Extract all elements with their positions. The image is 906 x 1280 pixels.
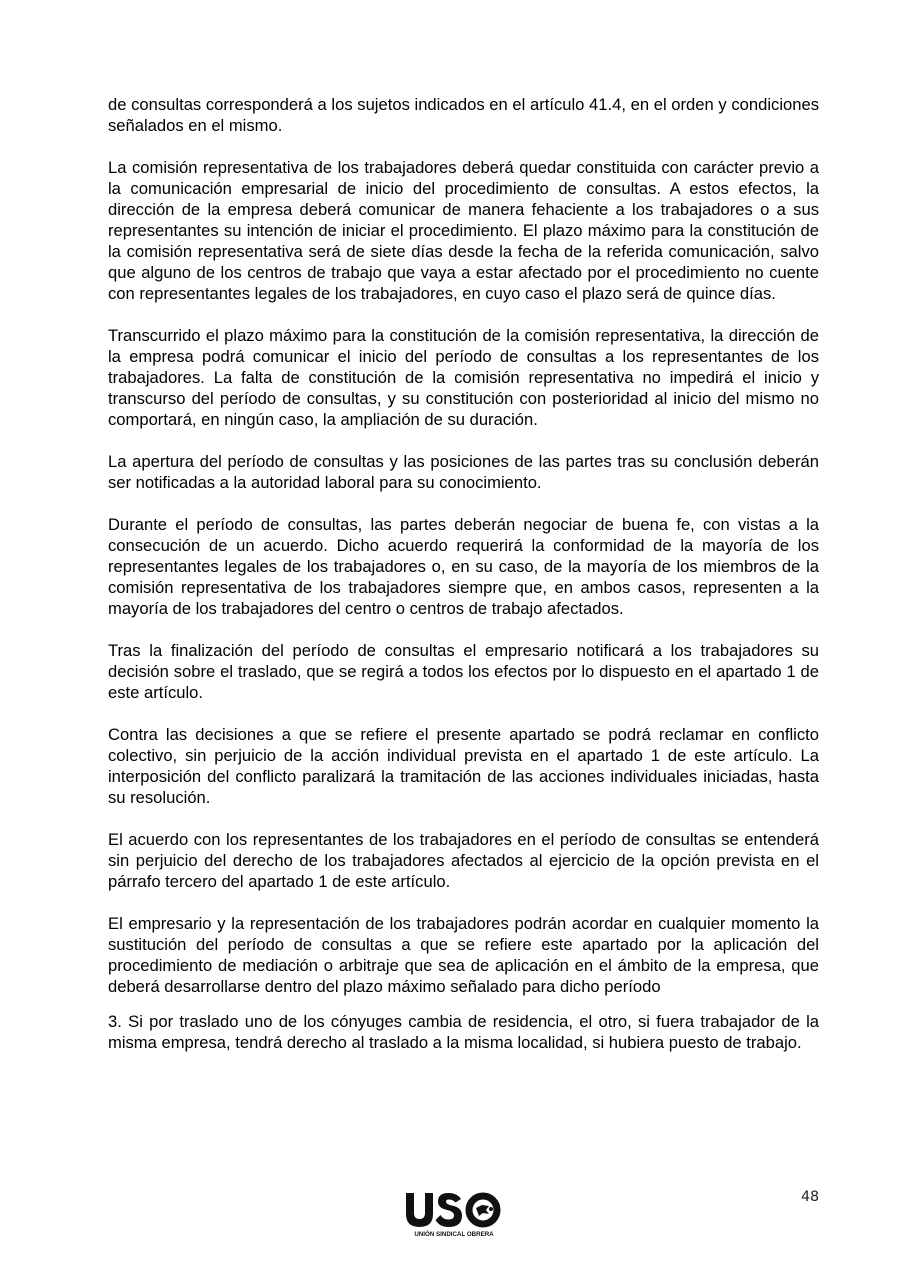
paragraph: Durante el período de consultas, las partes deberán negociar de buena fe, con vistas a la consecución de un acuerdo. Dicho acuerdo requerirá la conformidad de la mayoría de los representantes legales de los trabajadores o, en su caso, de la mayoría de los miembros de la comisión representativa de los trabajadores siempre que, en ambos casos, representen a la mayoría de los trabajadores del centro o centros de trabajo afectados.: [108, 515, 819, 618]
page-number: 48: [801, 1189, 819, 1205]
uso-logo: [403, 1190, 505, 1238]
document-body: [108, 94, 819, 1074]
paragraph: Contra las decisiones a que se refiere el presente apartado se podrá reclamar en conflicto colectivo, sin perjuicio de la acción individual prevista en el apartado 1 de este artículo. La interposición del conflicto paralizará la tramitación de las acciones individuales iniciadas, hasta su resolución.: [108, 725, 819, 807]
paragraph: La comisión representativa de los trabajadores deberá quedar constituida con carácter previo a la comunicación empresarial de inicio del procedimiento de consultas. A estos efectos, la dirección de la empresa deberá comunicar de manera fehaciente a los trabajadores o a sus representantes su intención de iniciar el procedimiento. El plazo máximo para la constitución de la comisión representativa será de siete días desde la fecha de la referida comunicación, salvo que alguno de los centros de trabajo que vaya a estar afectado por el procedimiento no cuente con representantes legales de los trabajadores, en cuyo caso el plazo será de quince días.: [108, 158, 819, 303]
logo-subtitle: UNIÓN SINDICAL OBRERA: [414, 1231, 494, 1238]
paragraph: Transcurrido el plazo máximo para la constitución de la comisión representativa, la dirección de la empresa podrá comunicar el inicio del período de consultas a los representantes de los trabajadores. La falta de constitución de la comisión representativa no impedirá el inicio y transcurso del período de consultas, y su constitución con posterioridad al inicio del mismo no comportará, en ningún caso, la ampliación de su duración.: [108, 326, 819, 429]
paragraph: de consultas corresponderá a los sujetos indicados en el artículo 41.4, en el orden y condiciones señalados en el mismo.: [108, 95, 819, 135]
paragraph: Tras la finalización del período de consultas el empresario notificará a los trabajadores su decisión sobre el traslado, que se regirá a todos los efectos por lo dispuesto en el apartado 1 de este artículo.: [108, 641, 819, 702]
paragraph: La apertura del período de consultas y las posiciones de las partes tras su conclusión deberán ser notificadas a la autoridad laboral para su conocimiento.: [108, 452, 819, 492]
uso-logo-icon: [403, 1190, 505, 1238]
paragraph: 3. Si por traslado uno de los cónyuges cambia de residencia, el otro, si fuera trabajador de la misma empresa, tendrá derecho al traslado a la misma localidad, si hubiera puesto de trabajo.: [108, 1012, 819, 1052]
paragraph: El empresario y la representación de los trabajadores podrán acordar en cualquier momento la sustitución del período de consultas a que se refiere este apartado por la aplicación del procedimiento de mediación o arbitraje que sea de aplicación en el ámbito de la empresa, que deberá desarrollarse dentro del plazo máximo señalado para dicho período: [108, 914, 819, 996]
paragraph: El acuerdo con los representantes de los trabajadores en el período de consultas se entenderá sin perjuicio del derecho de los trabajadores afectados al ejercicio de la opción prevista en el párrafo tercero del apartado 1 de este artículo.: [108, 830, 819, 891]
